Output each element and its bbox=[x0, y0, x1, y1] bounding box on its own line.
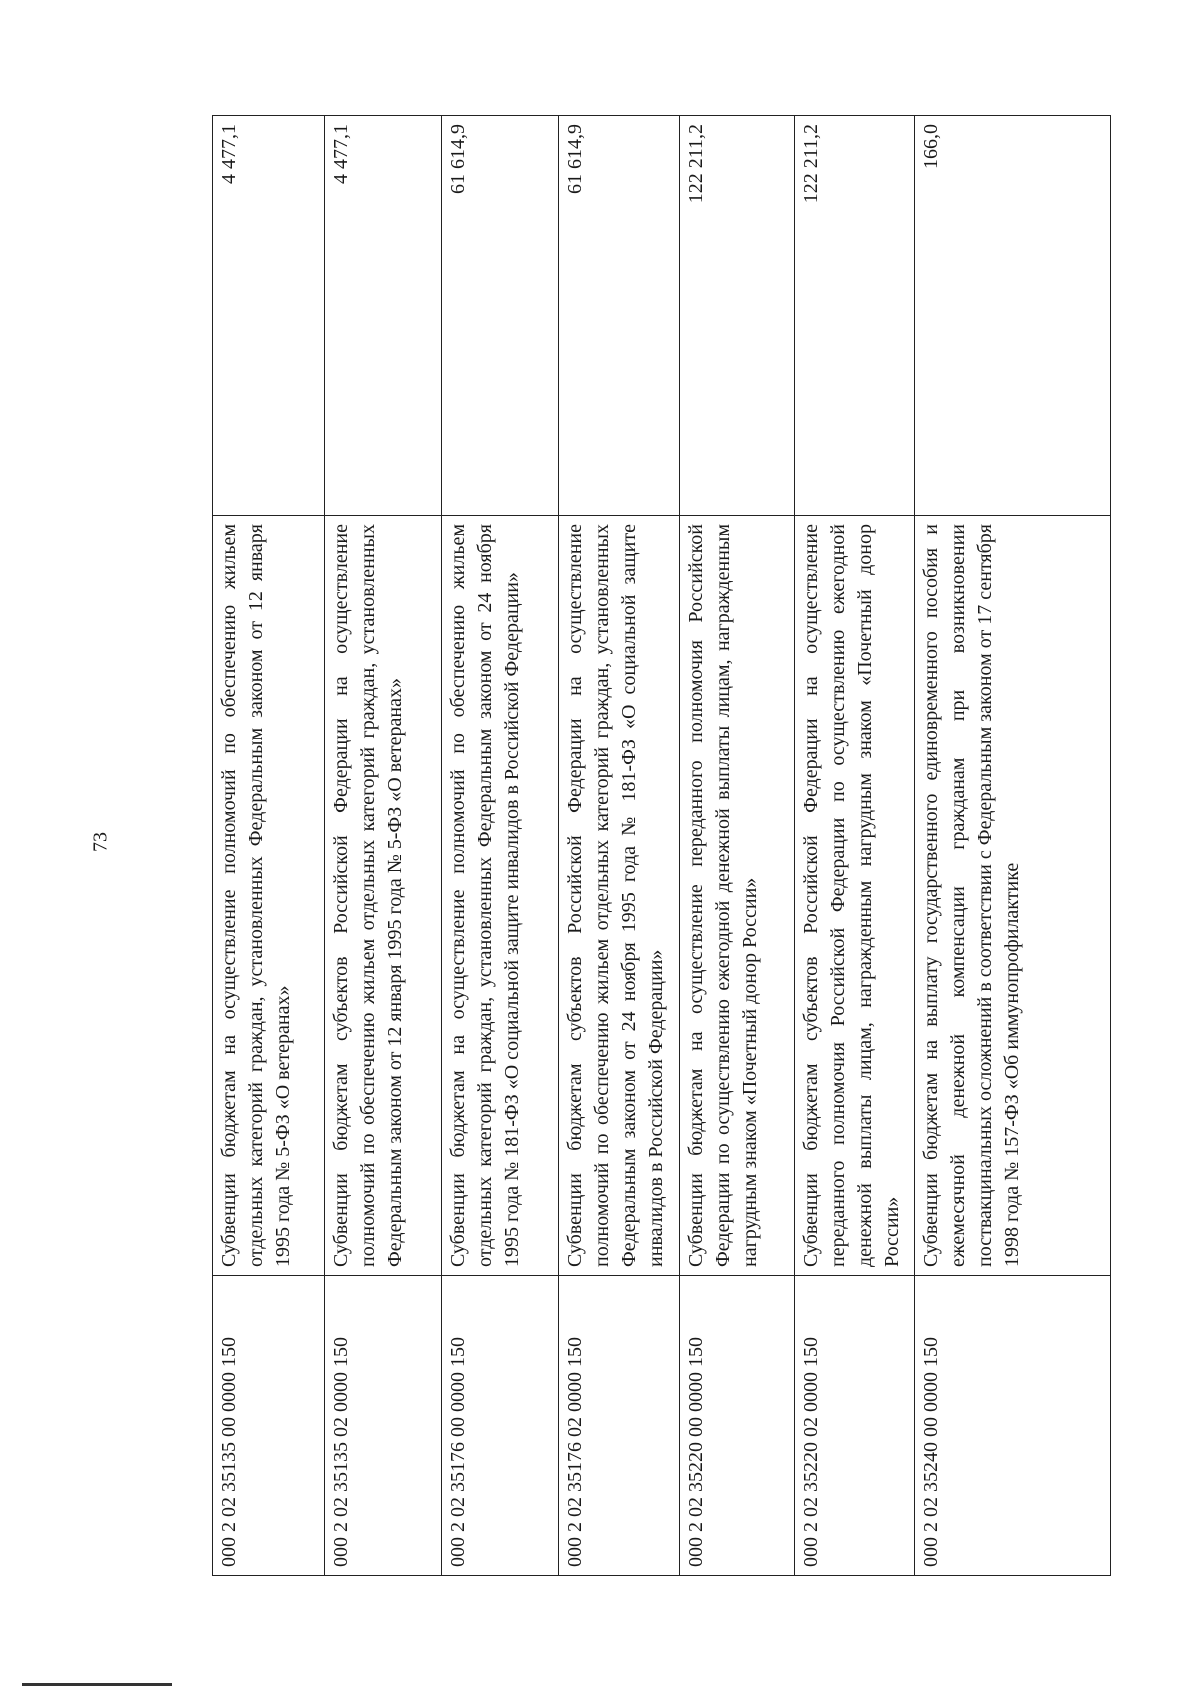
budget-code-cell: 000 2 02 35135 00 0000 150 bbox=[213, 1276, 325, 1576]
amount-cell: 122 211,2 bbox=[795, 116, 915, 516]
amount-cell: 4 477,1 bbox=[325, 116, 442, 516]
budget-code-cell: 000 2 02 35176 02 0000 150 bbox=[559, 1276, 680, 1576]
description-cell: Субвенции бюджетам на осуществление переданного полномочия Российской Федерации по осуществлению ежегодной денежной выплаты лицам, награжденным нагрудным знаком «Почетный донор России» bbox=[680, 516, 795, 1276]
table-row bbox=[325, 116, 442, 1576]
budget-code-cell: 000 2 02 35240 00 0000 150 bbox=[915, 1276, 1111, 1576]
amount-cell: 122 211,2 bbox=[680, 116, 795, 516]
amount-cell: 61 614,9 bbox=[559, 116, 680, 516]
page-number: 73 bbox=[89, 832, 112, 852]
budget-code-cell: 000 2 02 35220 02 0000 150 bbox=[795, 1276, 915, 1576]
amount-cell: 4 477,1 bbox=[213, 116, 325, 516]
description-cell: Субвенции бюджетам на осуществление полномочий по обеспечению жильем отдельных категорий граждан, установленных Федеральным законом от 24 ноября 1995 года № 181-ФЗ «О социальной защите инвалидов в Российской Федерации» bbox=[442, 516, 559, 1276]
footer-rule bbox=[22, 1683, 172, 1686]
table-row bbox=[915, 116, 1111, 1576]
budget-table bbox=[212, 115, 1111, 1576]
amount-cell: 61 614,9 bbox=[442, 116, 559, 516]
description-cell: Субвенции бюджетам на осуществление полномочий по обеспечению жильем отдельных категорий граждан, установленных Федеральным законом от 12 января 1995 года № 5-ФЗ «О ветеранах» bbox=[213, 516, 325, 1276]
description-cell: Субвенции бюджетам на выплату государственного единовременного пособия и ежемесячной денежной компенсации гражданам при возникновении поствакцинальных осложнений в соответствии с Федеральным законом от 17 сентября 1998 года № 157-ФЗ «Об иммунопрофилактике bbox=[915, 516, 1111, 1276]
amount-cell: 166,0 bbox=[915, 116, 1111, 516]
budget-code-cell: 000 2 02 35176 00 0000 150 bbox=[442, 1276, 559, 1576]
budget-code-cell: 000 2 02 35135 02 0000 150 bbox=[325, 1276, 442, 1576]
description-cell: Субвенции бюджетам субъектов Российской Федерации на осуществление полномочий по обеспечению жильем отдельных категорий граждан, установленных Федеральным законом от 12 января 1995 года № 5-ФЗ «О ветеранах» bbox=[325, 516, 442, 1276]
table-row bbox=[213, 116, 325, 1576]
table-row bbox=[559, 116, 680, 1576]
budget-code-cell: 000 2 02 35220 00 0000 150 bbox=[680, 1276, 795, 1576]
table-row bbox=[680, 116, 795, 1576]
table-row bbox=[795, 116, 915, 1576]
description-cell: Субвенции бюджетам субъектов Российской Федерации на осуществление полномочий по обеспечению жильем отдельных категорий граждан, установленных Федеральным законом от 24 ноября 1995 года № 181-ФЗ «О социальной защите инвалидов в Российской Федерации» bbox=[559, 516, 680, 1276]
table-frame bbox=[212, 116, 1110, 1576]
table-row bbox=[442, 116, 559, 1576]
description-cell: Субвенции бюджетам субъектов Российской Федерации на осуществление переданного полномочия Российской Федерации по осуществлению ежегодной денежной выплаты лицам, награжденным нагрудным знаком «Почетный донор России» bbox=[795, 516, 915, 1276]
